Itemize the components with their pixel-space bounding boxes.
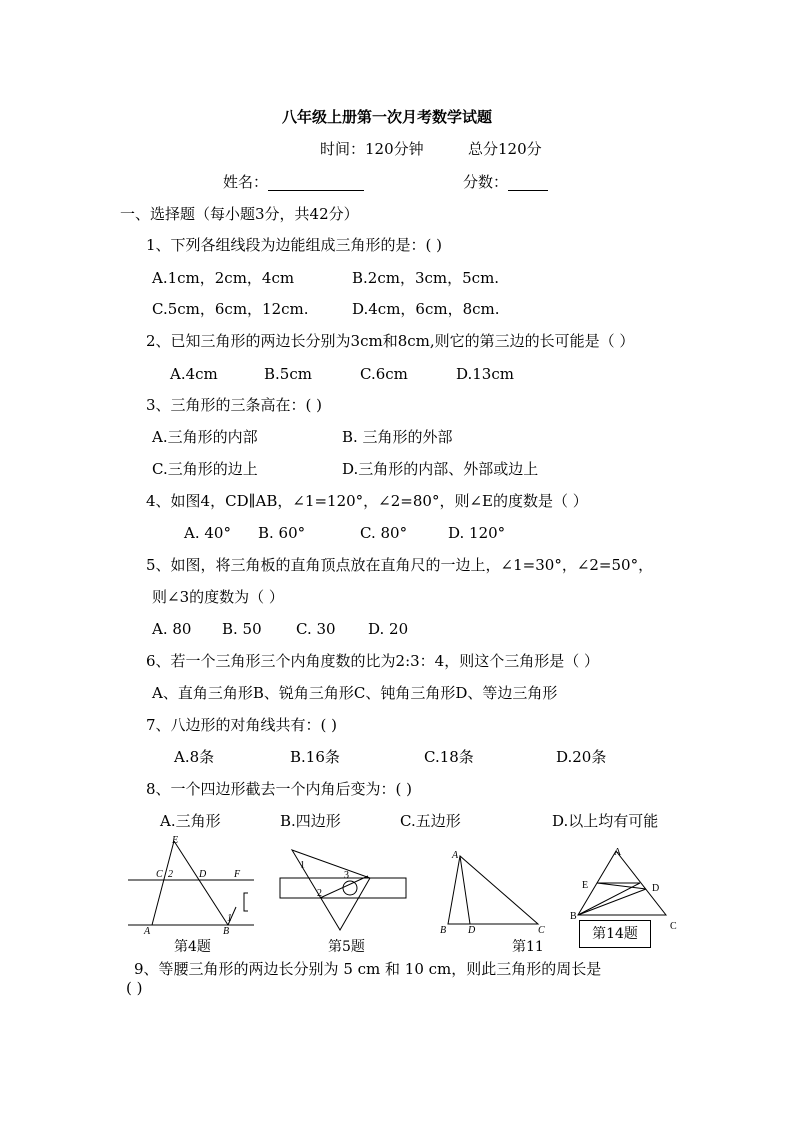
- fig4-label-1: 1: [227, 913, 232, 924]
- q5-option-b: B. 50: [222, 620, 262, 638]
- q7-option-a: A.8条: [174, 748, 215, 766]
- q4-stem: 4、如图4，CD∥AB，∠1=120°，∠2=80°，则∠E的度数是（ ）: [146, 492, 588, 510]
- fig14-label-e: E: [582, 880, 589, 891]
- fig4-label-f: F: [234, 869, 241, 880]
- fig4-label-e: E: [172, 835, 179, 846]
- q4-option-a: A. 40°: [184, 524, 231, 542]
- figure-4: [126, 835, 256, 935]
- q2-stem: 2、已知三角形的两边长分别为3cm和8cm,则它的第三边的长可能是（ ）: [146, 332, 635, 350]
- q7-option-b: B.16条: [290, 748, 340, 766]
- q5-stem-cont: 则∠3的度数为（ ）: [152, 588, 284, 606]
- fig4-label-2: 2: [168, 869, 173, 880]
- fig4-label-a: A: [144, 926, 151, 937]
- fig4-label-d: D: [199, 869, 207, 880]
- q9-stem: 9、等腰三角形的两边长分别为 5 cm 和 10 cm，则此三角形的周长是: [134, 960, 602, 978]
- q5-option-a: A. 80: [152, 620, 192, 638]
- q3-option-c: C.三角形的边上: [152, 460, 258, 478]
- fig14-label-d: D: [652, 883, 660, 894]
- q8-option-c: C.五边形: [400, 812, 461, 830]
- q2-option-b: B.5cm: [264, 365, 312, 383]
- fig14-label-c: C: [670, 921, 677, 932]
- q5-option-d: D. 20: [368, 620, 409, 638]
- figure-5: [278, 846, 408, 936]
- fig5-caption: 第5题: [328, 939, 365, 955]
- fig5-label-3: 3: [344, 870, 349, 881]
- q8-option-a: A.三角形: [160, 812, 221, 830]
- fig11-label-d: D: [468, 925, 476, 936]
- q7-option-d: D.20条: [556, 748, 607, 766]
- q4-option-d: D. 120°: [448, 524, 506, 542]
- fig11-label-a: A: [452, 850, 459, 861]
- q4-option-b: B. 60°: [258, 524, 306, 542]
- fig4-label-c: C: [156, 869, 163, 880]
- fig14-label-b: B: [570, 911, 577, 922]
- name-label: 姓名：: [223, 173, 269, 191]
- fig14-label-a: A: [614, 847, 622, 858]
- q2-option-c: C.6cm: [360, 365, 408, 383]
- q6-options: A、直角三角形B、锐角三角形C、钝角三角形D、等边三角形: [152, 684, 558, 702]
- fig14-caption: 第14题: [579, 920, 651, 948]
- q7-stem: 7、八边形的对角线共有：( ): [146, 716, 338, 734]
- q1-option-d: D.4cm，6cm，8cm.: [352, 300, 500, 318]
- q4-option-c: C. 80°: [360, 524, 408, 542]
- q2-option-d: D.13cm: [456, 365, 514, 383]
- score-field: [463, 173, 548, 191]
- q7-option-c: C.18条: [424, 748, 474, 766]
- q3-option-d: D.三角形的内部、外部或边上: [342, 460, 539, 478]
- q3-option-b: B. 三角形的外部: [342, 428, 453, 446]
- fig11-label-b: B: [440, 925, 447, 936]
- q8-option-d: D.以上均有可能: [552, 812, 659, 830]
- fig4-caption: 第4题: [174, 939, 211, 955]
- q5-stem: 5、如图，将三角板的直角顶点放在直角尺的一边上，∠1=30°，∠2=50°，: [146, 556, 654, 574]
- figure-11: [440, 850, 550, 940]
- score-blank: [508, 176, 548, 191]
- exam-total: 总分120分: [468, 140, 542, 158]
- fig5-label-2: 2: [317, 888, 322, 899]
- q1-option-c: C.5cm，6cm，12cm.: [152, 300, 309, 318]
- q3-option-a: A.三角形的内部: [152, 428, 258, 446]
- score-label: 分数：: [463, 173, 509, 191]
- fig11-label-c: C: [538, 925, 545, 936]
- q8-option-b: B.四边形: [280, 812, 341, 830]
- fig4-label-b: B: [223, 926, 230, 937]
- page-title: 八年级上册第一次月考数学试题: [282, 108, 493, 126]
- name-blank: [268, 176, 364, 191]
- fig5-label-1: 1: [300, 860, 305, 871]
- name-field: [223, 173, 364, 191]
- q9-stem-cont: ( ): [126, 979, 143, 997]
- q5-option-c: C. 30: [296, 620, 336, 638]
- section-heading: 一、选择题（每小题3分，共42分）: [120, 205, 359, 223]
- q8-stem: 8、一个四边形截去一个内角后变为：( ): [146, 780, 413, 798]
- q1-stem: 1、下列各组线段为边能组成三角形的是：( ): [146, 236, 443, 254]
- q1-option-b: B.2cm，3cm，5cm.: [352, 269, 500, 287]
- q6-stem: 6、若一个三角形三个内角度数的比为2:3：4，则这个三角形是（ ）: [146, 652, 599, 670]
- q3-stem: 3、三角形的三条高在：( ): [146, 396, 323, 414]
- fig11-caption: 第11: [512, 939, 544, 955]
- q1-option-a: A.1cm，2cm，4cm: [152, 269, 295, 287]
- exam-time: 时间：120分钟: [320, 140, 424, 158]
- q2-option-a: A.4cm: [170, 365, 218, 383]
